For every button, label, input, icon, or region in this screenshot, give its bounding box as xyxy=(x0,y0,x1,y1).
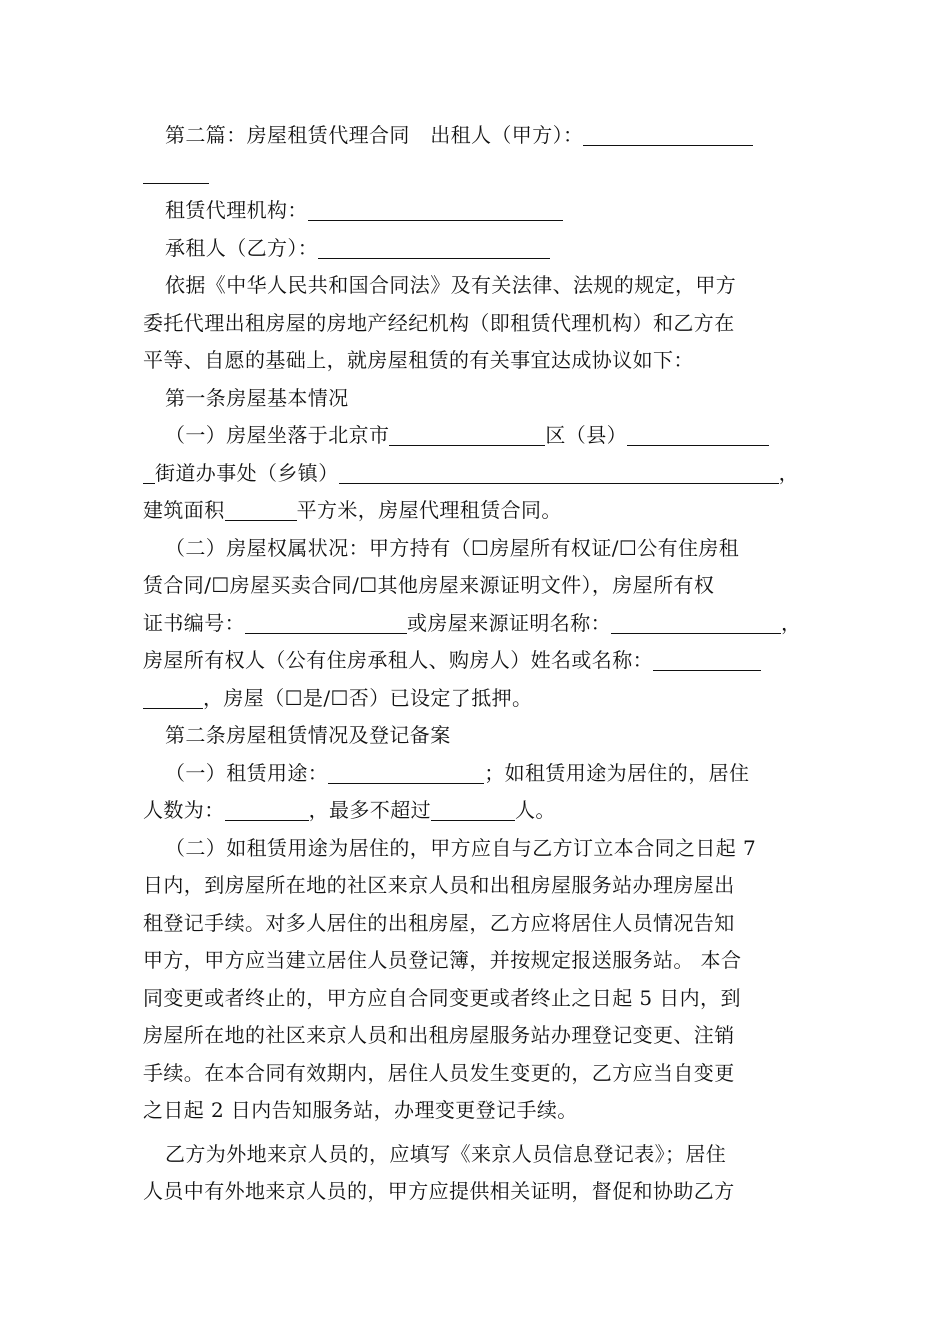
agency-line xyxy=(143,192,815,230)
comma: ， xyxy=(781,610,802,635)
street-label: 街道办事处（乡镇） xyxy=(155,460,339,485)
preamble-line-3: 平等、自愿的基础上，就房屋租赁的有关事宜达成协议如下： xyxy=(143,348,694,372)
street-line xyxy=(143,455,815,493)
residents-line xyxy=(143,792,815,830)
purpose-text: ；如租赁用途为居住的，居住 xyxy=(484,760,750,785)
certificate-label: 证书编号： xyxy=(143,610,245,635)
source-blank xyxy=(611,611,781,634)
agency-label: 租赁代理机构： xyxy=(165,198,308,222)
preamble-line-2: 委托代理出租房屋的房地产经纪机构（即租赁代理机构）和乙方在 xyxy=(143,310,735,335)
area-line xyxy=(143,492,815,530)
title-text: 第二篇：房屋租赁代理合同 出租人（甲方）： xyxy=(165,123,584,147)
max-label: ，最多不超过 xyxy=(308,798,432,822)
lessee-blank xyxy=(318,236,550,259)
nonlocal-line-1: 乙方为外地来京人员的，应填写《来京人员信息登记表》；居住 xyxy=(165,1141,727,1166)
owner-blank-2 xyxy=(143,686,203,709)
mortgage-text: ，房屋（☐是/☐否）已设定了抵押。 xyxy=(203,685,533,710)
location-line xyxy=(143,417,815,455)
article-2-heading: 第二条房屋租赁情况及登记备案 xyxy=(165,723,451,747)
certificate-blank xyxy=(245,611,407,634)
area-label: 建筑面积 xyxy=(143,498,225,522)
registration-line-3: 租登记手续。对多人居住的出租房屋，乙方应将居住人员情况告知 xyxy=(143,910,735,935)
lessee-line xyxy=(143,230,815,268)
owner-line xyxy=(143,642,815,680)
mortgage-line xyxy=(143,680,815,718)
source-label: 或房屋来源证明名称： xyxy=(407,610,611,635)
max-blank xyxy=(431,798,515,821)
area-unit: 平方米，房屋代理租赁合同。 xyxy=(296,498,562,522)
registration-line-5: 同变更或者终止的，甲方应自合同变更或者终止之日起 5 日内，到 xyxy=(143,985,741,1010)
registration-line-1: （二）如租赁用途为居住的，甲方应自与乙方订立本合同之日起 7 xyxy=(165,835,757,860)
street-blank xyxy=(339,461,779,484)
certificate-line xyxy=(143,605,815,643)
registration-line-8: 之日起 2 日内告知服务站，办理变更登记手续。 xyxy=(143,1098,578,1122)
title-line xyxy=(143,117,815,155)
lessee-label: 承租人（乙方）： xyxy=(165,235,319,260)
purpose-label: （一）租赁用途： xyxy=(165,760,329,785)
registration-line-7: 手续。在本合同有效期内，居住人员发生变更的，乙方应当自变更 xyxy=(143,1060,735,1085)
purpose-line xyxy=(143,755,815,793)
location-label: （一）房屋坐落于北京市 xyxy=(165,423,390,447)
persons-unit: 人。 xyxy=(515,798,556,822)
agency-blank xyxy=(308,198,563,221)
residents-blank xyxy=(225,798,309,821)
comma: ， xyxy=(778,460,800,485)
preamble-line-1: 依据《中华人民共和国合同法》及有关法律、法规的规定，甲方 xyxy=(165,273,737,297)
registration-line-2: 日内，到房屋所在地的社区来京人员和出租房屋服务站办理房屋出 xyxy=(143,873,735,897)
owner-label: 房屋所有权人（公有住房承租人、购房人）姓名或名称： xyxy=(143,648,653,672)
contract-document xyxy=(143,117,815,1211)
district-blank xyxy=(627,423,769,446)
ownership-line-2: 赁合同/☐房屋买卖合同/☐其他房屋来源证明文件），房屋所有权 xyxy=(143,573,715,597)
registration-line-4: 甲方，甲方应当建立居住人员登记簿，并按规定报送服务站。 本合 xyxy=(143,948,742,972)
city-blank xyxy=(389,423,545,446)
residents-label: 人数为： xyxy=(143,798,225,822)
district-label: 区（县） xyxy=(545,423,628,447)
ownership-line-1: （二）房屋权属状况：甲方持有（☐房屋所有权证/☐公有住房租 xyxy=(165,535,740,560)
article-1-heading: 第一条房屋基本情况 xyxy=(165,385,349,410)
registration-line-6: 房屋所在地的社区来京人员和出租房屋服务站办理登记变更、注销 xyxy=(143,1023,735,1047)
lessor-blank-continued xyxy=(143,155,815,193)
lessor-blank-2 xyxy=(143,161,209,184)
nonlocal-line-2: 人员中有外地来京人员的，甲方应提供相关证明，督促和协助乙方 xyxy=(143,1179,735,1203)
street-blank-lead xyxy=(143,461,155,484)
owner-blank xyxy=(653,648,761,671)
purpose-blank xyxy=(328,761,484,784)
area-blank xyxy=(225,498,297,521)
lessor-blank xyxy=(583,123,753,146)
